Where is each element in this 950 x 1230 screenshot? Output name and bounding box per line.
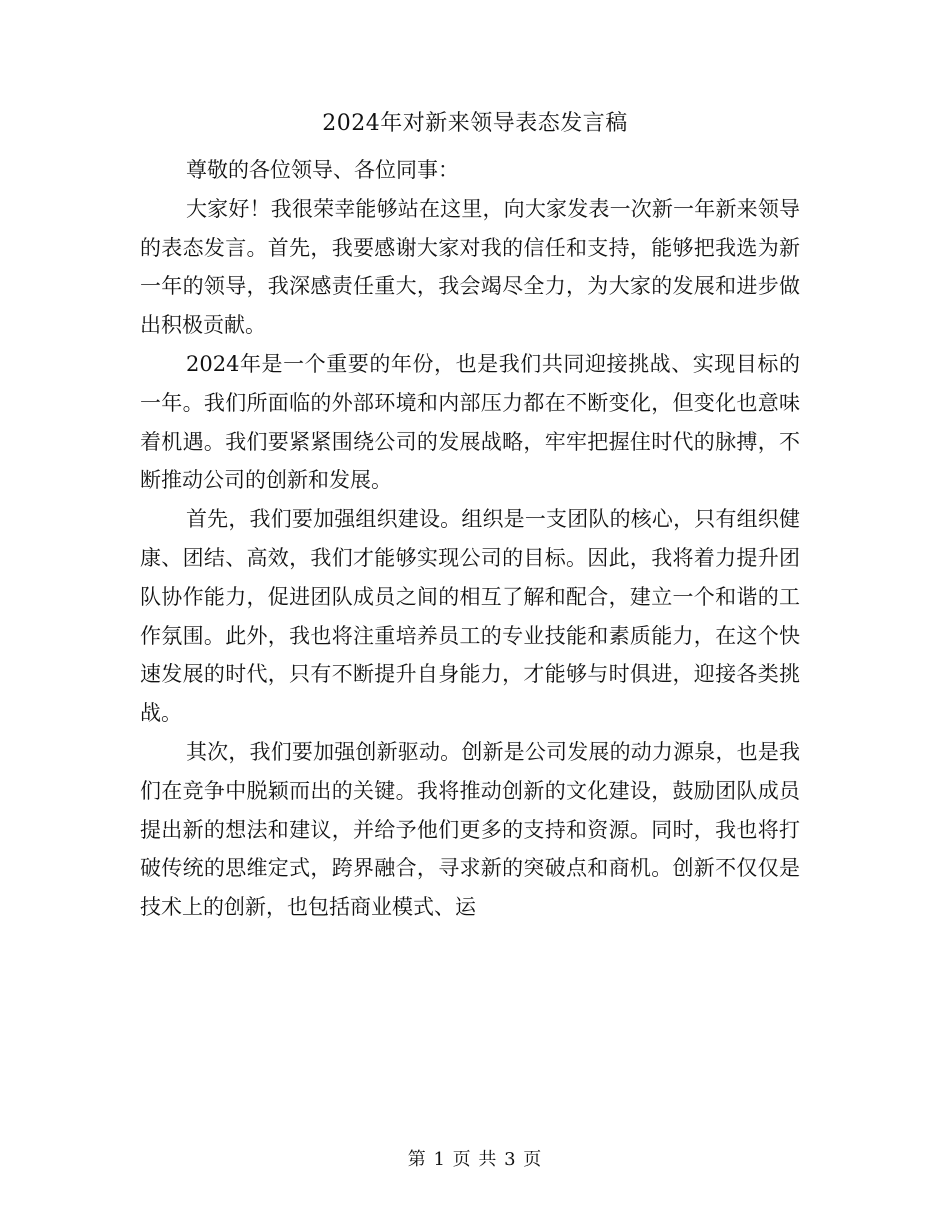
body-paragraph-organization: 首先，我们要加强组织建设。组织是一支团队的核心，只有组织健康、团结、高效，我们才能够实现公司的目标。因此，我将着力提升团队协作能力，促进团队成员之间的相互了解和配合，建立一个和谐的工作氛围。此外，我也将注重培养员工的专业技能和素质能力，在这个快速发展的时代，只有不断提升自身能力，才能够与时俱进，迎接各类挑战。 — [140, 507, 800, 726]
document-body — [140, 151, 800, 927]
page-number-footer: 第 1 页 共 3 页 — [407, 1149, 543, 1170]
body-paragraph-innovation: 其次，我们要加强创新驱动。创新是公司发展的动力源泉，也是我们在竞争中脱颖而出的关键。我将推动创新的文化建设，鼓励团队成员提出新的想法和建议，并给予他们更多的支持和资源。同时，我也将打破传统的思维定式，跨界融合，寻求新的突破点和商机。创新不仅仅是技术上的创新，也包括商业模式、运 — [140, 739, 800, 920]
body-paragraph-greeting: 大家好！我很荣幸能够站在这里，向大家发表一次新一年新来领导的表态发言。首先，我要感谢大家对我的信任和支持，能够把我选为新一年的领导，我深感责任重大，我会竭尽全力，为大家的发展和进步做出积极贡献。 — [140, 196, 800, 338]
body-paragraph-year: 2024年是一个重要的年份，也是我们共同迎接挑战、实现目标的一年。我们所面临的外部环境和内部压力都在不断变化，但变化也意味着机遇。我们要紧紧围绕公司的发展战略，牢牢把握住时代的脉搏，不断推动公司的创新和发展。 — [140, 351, 800, 493]
salutation-paragraph: 尊敬的各位领导、各位同事： — [186, 158, 459, 182]
document-title: 2024年对新来领导表态发言稿 — [322, 111, 628, 136]
